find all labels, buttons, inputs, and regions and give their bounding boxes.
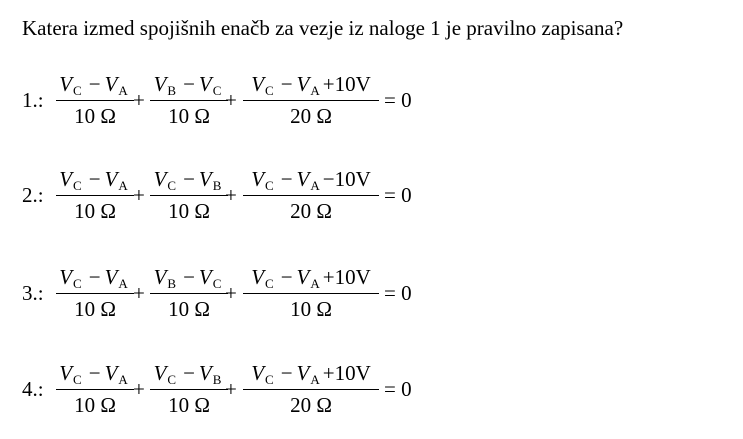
plus-sign: + [133,281,145,305]
denominator: 10 Ω [168,104,210,128]
plus-sign: + [225,88,237,112]
fraction-term-2 [150,68,228,132]
fraction-term-1 [56,163,134,227]
option-label: 4.: [22,377,44,401]
option-3 [22,261,722,331]
denominator: 10 Ω [168,297,210,321]
numerator: VB − VC [153,72,222,98]
numerator: VC − VA +10V [251,72,371,98]
fraction-term-3 [243,357,379,421]
fraction-term-3 [243,261,379,325]
denominator: 20 Ω [290,104,332,128]
numerator: VC − VA +10V [251,265,371,291]
plus-sign: + [225,183,237,207]
denominator: 10 Ω [168,393,210,417]
denominator: 10 Ω [290,297,332,321]
denominator: 20 Ω [290,393,332,417]
fraction-bar [150,389,228,390]
fraction-bar [56,293,134,294]
fraction-bar [243,389,379,390]
fraction-bar [56,100,134,101]
fraction-bar [56,195,134,196]
numerator: VC − VA [59,167,128,193]
fraction-term-2 [150,357,228,421]
numerator: VC − VB [153,167,222,193]
option-2 [22,163,722,233]
fraction-bar [150,195,228,196]
fraction-term-1 [56,261,134,325]
numerator: VC − VA −10V [251,167,371,193]
numerator: VC − VA [59,265,128,291]
fraction-bar [150,293,228,294]
plus-sign: + [133,88,145,112]
numerator: VC − VA +10V [251,361,371,387]
denominator: 20 Ω [290,199,332,223]
plus-sign: + [225,377,237,401]
equals-zero: = 0 [384,281,412,305]
denominator: 10 Ω [74,393,116,417]
denominator: 10 Ω [74,297,116,321]
fraction-bar [243,100,379,101]
equals-zero: = 0 [384,88,412,112]
fraction-term-1 [56,68,134,132]
fraction-term-2 [150,261,228,325]
plus-sign: + [225,281,237,305]
option-label: 1.: [22,88,44,112]
option-label: 2.: [22,183,44,207]
plus-sign: + [133,183,145,207]
option-1 [22,68,722,138]
numerator: VC − VA [59,361,128,387]
fraction-term-3 [243,163,379,227]
fraction-term-3 [243,68,379,132]
question-text: Katera izmed spojišnih enačb za vezje iz naloge 1 je pravilno zapisana? [22,16,624,40]
equals-zero: = 0 [384,377,412,401]
numerator: VC − VB [153,361,222,387]
denominator: 10 Ω [74,104,116,128]
denominator: 10 Ω [168,199,210,223]
fraction-bar [243,195,379,196]
numerator: VC − VA [59,72,128,98]
option-label: 3.: [22,281,44,305]
fraction-bar [243,293,379,294]
numerator: VB − VC [153,265,222,291]
plus-sign: + [133,377,145,401]
equals-zero: = 0 [384,183,412,207]
denominator: 10 Ω [74,199,116,223]
fraction-term-1 [56,357,134,421]
fraction-term-2 [150,163,228,227]
option-4 [22,357,722,427]
fraction-bar [56,389,134,390]
fraction-bar [150,100,228,101]
